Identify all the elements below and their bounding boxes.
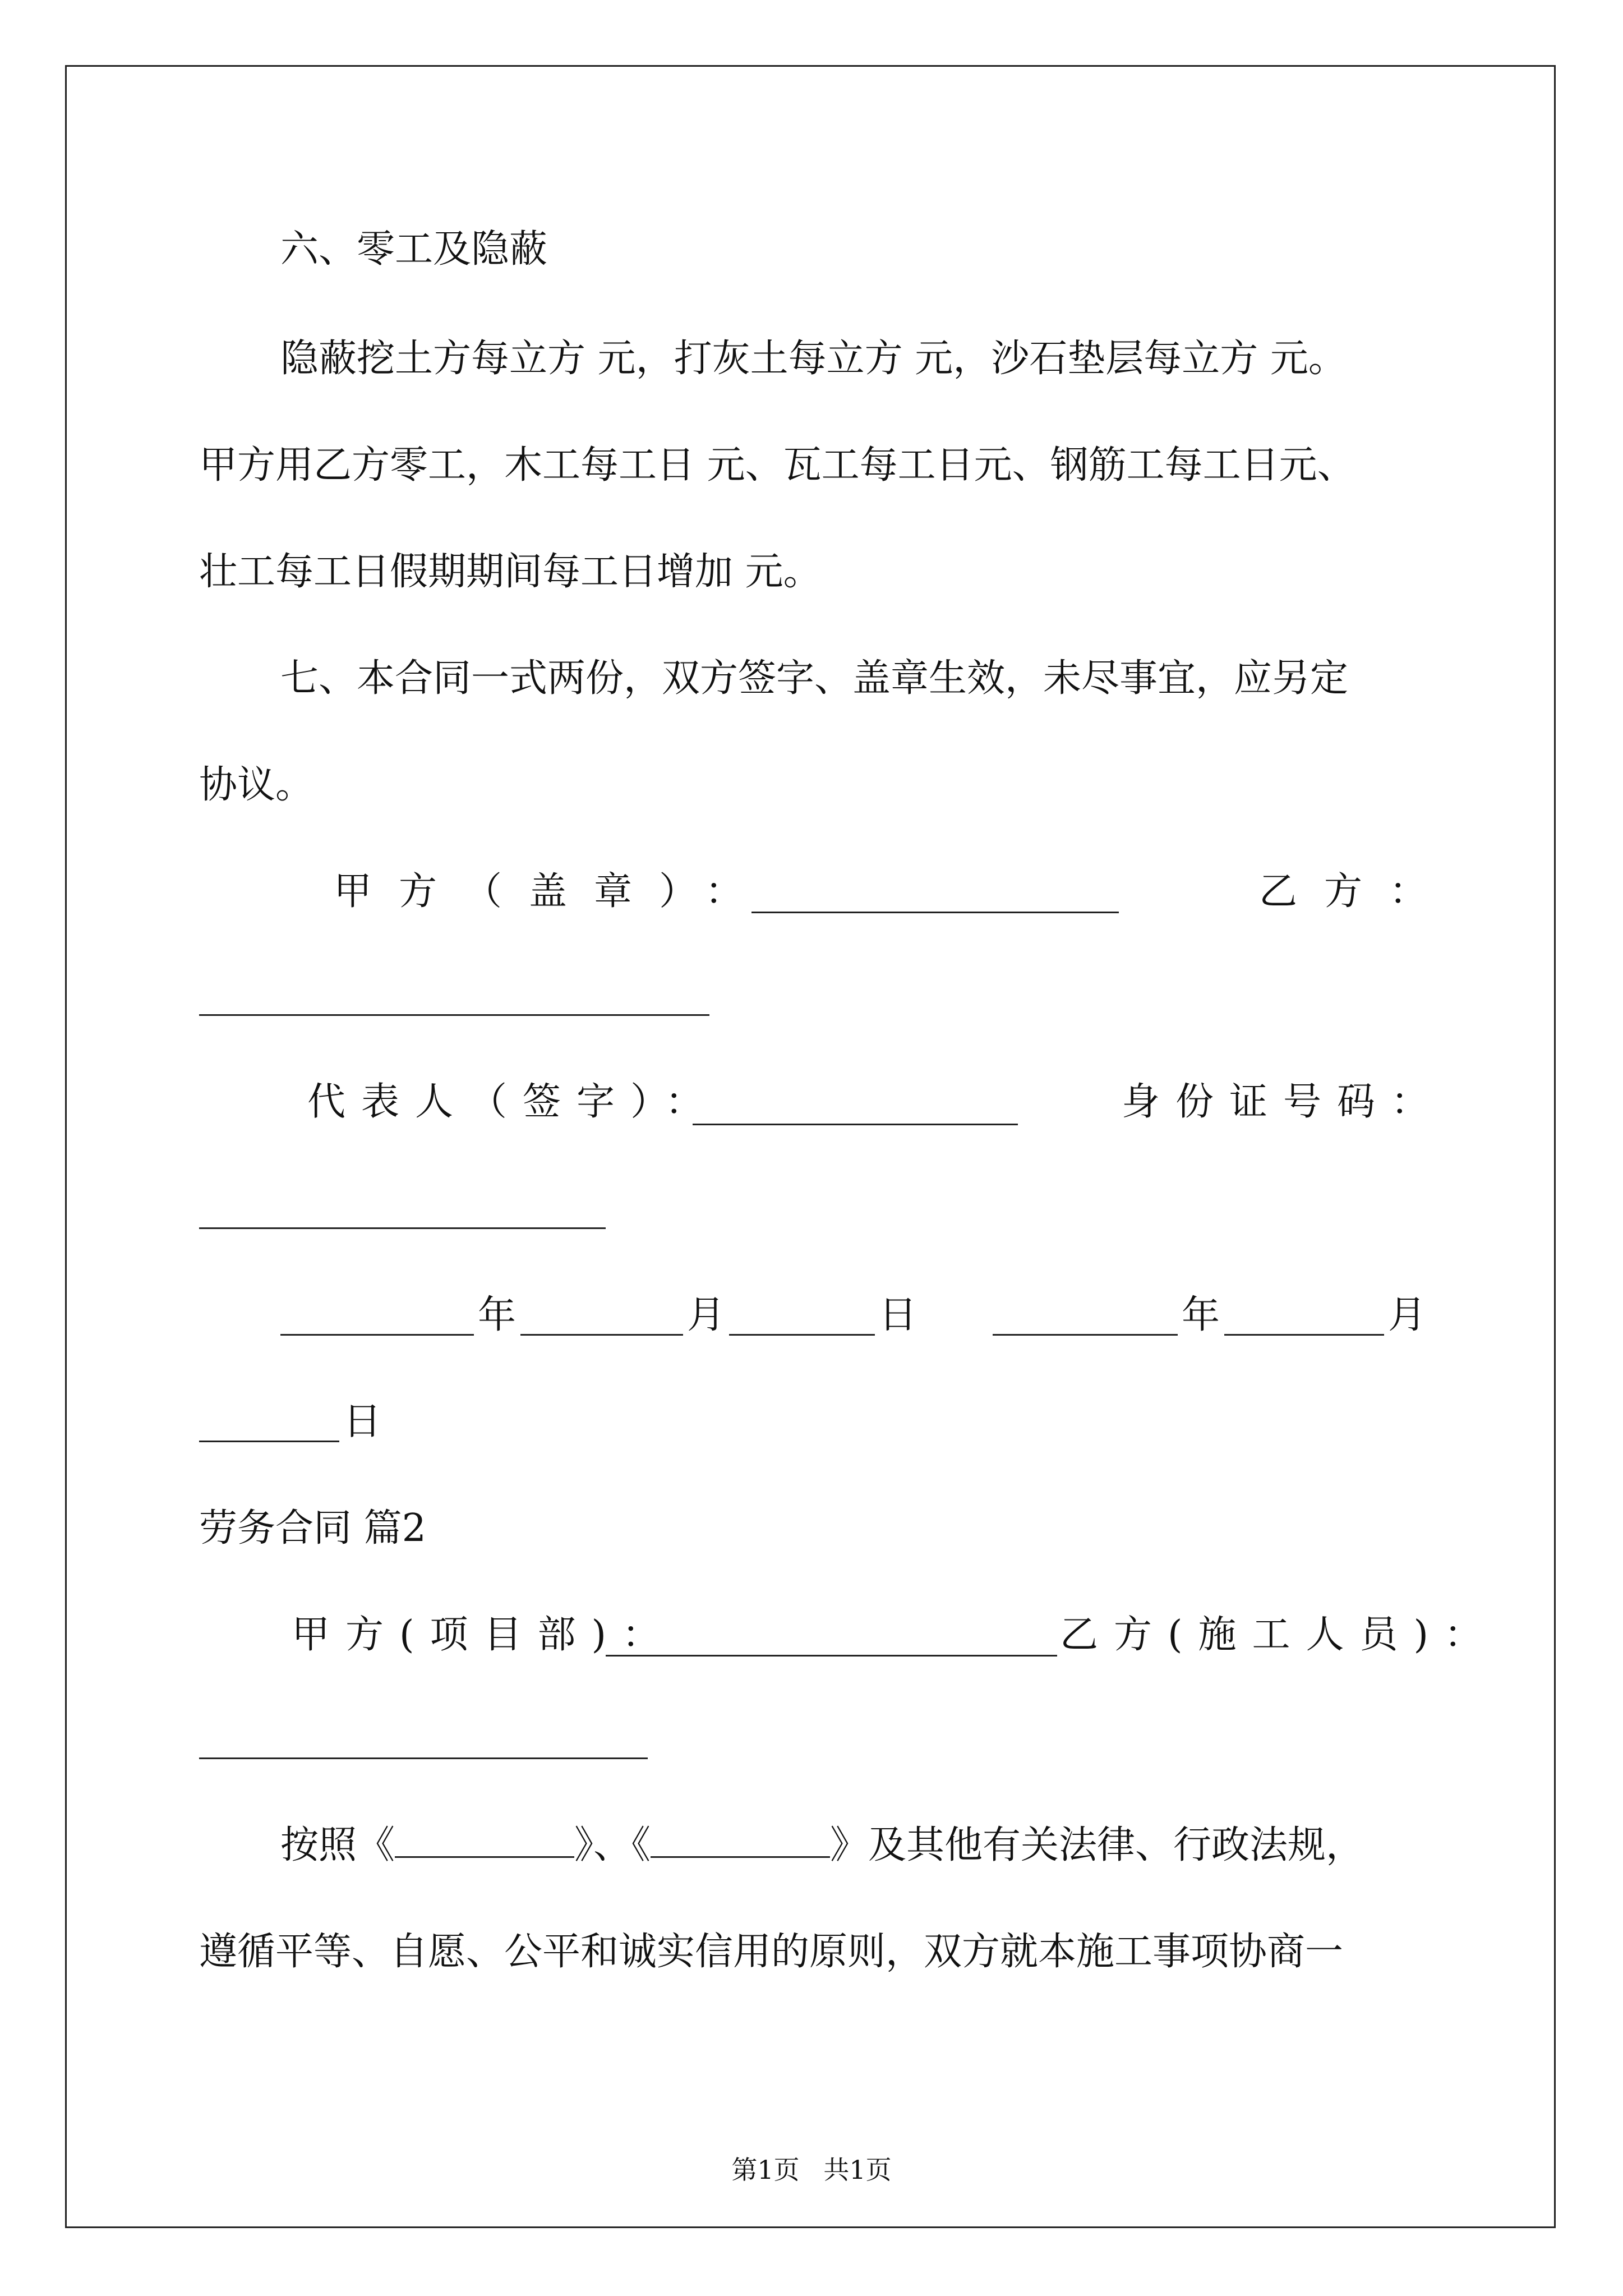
date-year: 年	[478, 1293, 517, 1337]
paragraph: 甲方用乙方零工，木工每工日 元、瓦工每工日元、钢筋工每工日元、	[199, 443, 1355, 487]
paragraph: 遵循平等、自愿、公平和诚实信用的原则，双方就本施工事项协商一	[199, 1930, 1344, 1974]
page-total: 共1页	[823, 2155, 892, 2185]
id-number-label: 身份证号码：	[1122, 1080, 1445, 1124]
date-day: 日	[879, 1293, 917, 1337]
signature-blank	[199, 1757, 648, 1759]
page-border	[65, 65, 1556, 2228]
page-footer	[0, 2153, 1623, 2187]
signature-blank	[199, 1014, 709, 1016]
signature-blank	[693, 1124, 1018, 1125]
date-blank	[1224, 1334, 1384, 1336]
date-blank	[729, 1334, 875, 1336]
paragraph: 壮工每工日假期期间每工日增加 元。	[199, 550, 822, 594]
date-month: 月	[1388, 1293, 1427, 1337]
section-7-line: 协议。	[199, 763, 314, 807]
text-fragment: 按照《	[280, 1823, 395, 1867]
date-day: 日	[343, 1400, 382, 1444]
article-2-title: 劳务合同 篇2	[199, 1506, 426, 1550]
page-number: 第1页	[731, 2155, 800, 2185]
party-a-project-label: 甲方(项目部)：	[292, 1613, 676, 1657]
date-month: 月	[687, 1293, 726, 1337]
law-name-blank	[395, 1823, 574, 1858]
section-7-line: 七、本合同一式两份，双方签字、盖章生效，未尽事宜，应另定	[280, 656, 1349, 701]
section-6-title: 六、零工及隐蔽	[280, 227, 548, 272]
party-b-worker-label: 乙方(施工人员)：	[1060, 1613, 1498, 1657]
party-a-seal-label: 甲方（盖章）：	[334, 869, 771, 914]
paragraph-law-basis	[280, 1820, 1364, 1871]
text-fragment: 》、《	[574, 1823, 651, 1867]
signature-blank	[606, 1655, 1057, 1657]
party-b-label: 乙方：	[1259, 869, 1455, 914]
id-number-blank	[199, 1227, 606, 1229]
text-fragment: 》及其他有关法律、行政法规，	[830, 1823, 1364, 1867]
signature-blank	[751, 912, 1119, 913]
paragraph: 隐蔽挖土方每立方 元，打灰土每立方 元，沙石垫层每立方 元。	[280, 337, 1347, 381]
date-blank	[520, 1334, 683, 1336]
date-blank	[993, 1334, 1178, 1336]
representative-sign-label: 代表人（签字）：	[307, 1080, 720, 1124]
date-blank	[199, 1441, 339, 1442]
date-year: 年	[1182, 1293, 1220, 1337]
law-name-blank	[651, 1823, 830, 1858]
date-blank	[280, 1334, 474, 1336]
